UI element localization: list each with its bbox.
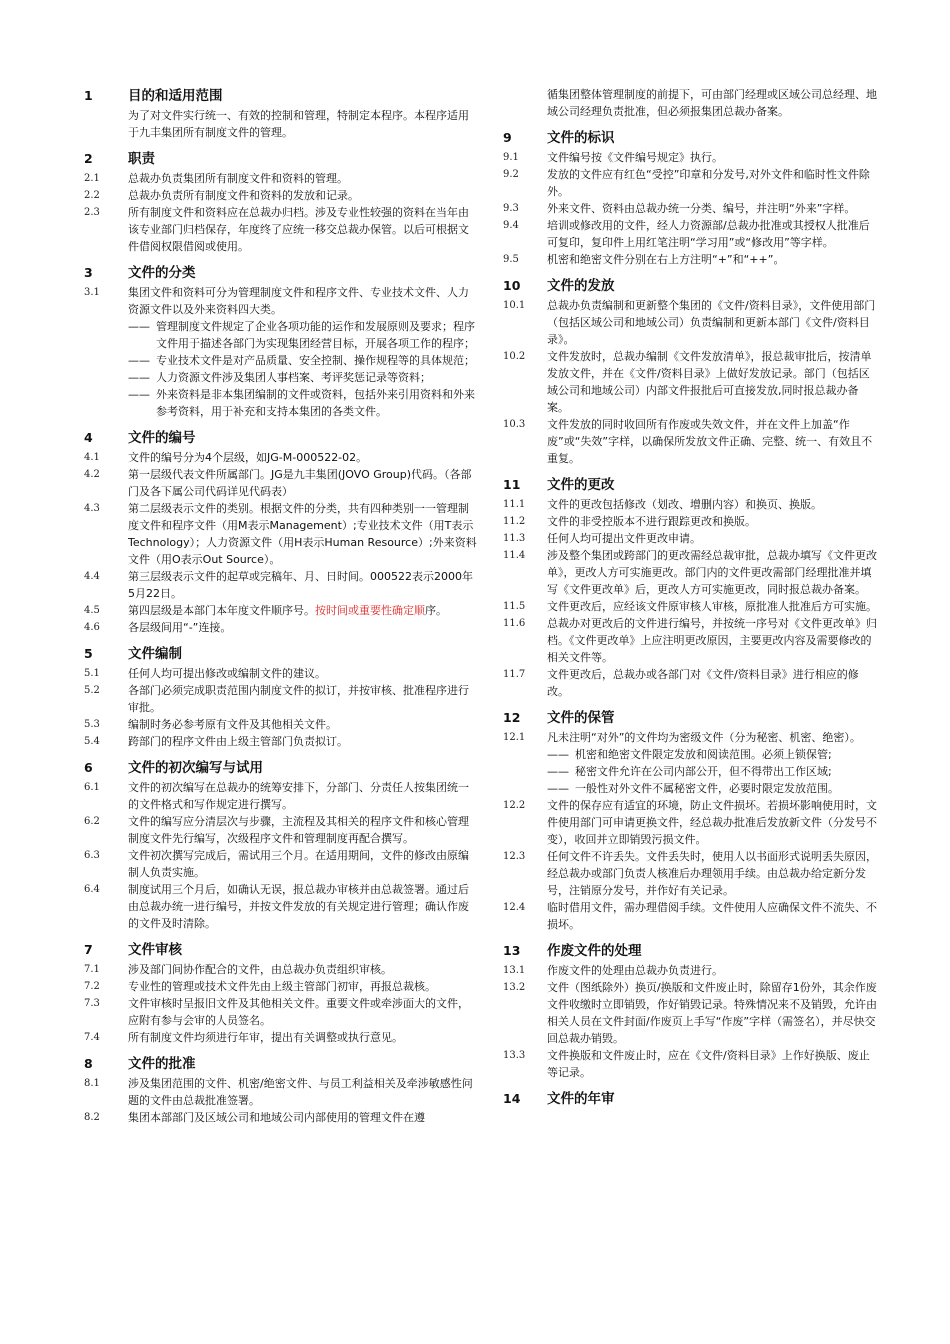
bullet-dash: —— [128, 354, 150, 367]
bullet-dash: —— [128, 388, 150, 401]
section [84, 756, 479, 932]
section [503, 274, 878, 467]
clause-text: 培训或修改用的文件，经人力资源部/总裁办批准或其授权人批准后可复印，复印件上用红笔注明“学习用”或“修改用”等字样。 [547, 219, 870, 249]
clause-number: 8.2 [84, 1112, 100, 1123]
clause-number: 13.3 [503, 1050, 526, 1061]
clause-text: 总裁办负责集团所有制度文件和资料的管理。 [128, 172, 348, 185]
bullet-text: 一般性对外文件不属秘密文件，必要时限定发放范围。 [575, 782, 839, 795]
section-number: 3 [84, 265, 93, 280]
clause-number: 11.5 [503, 601, 526, 612]
clause-number: 7.1 [84, 964, 100, 975]
section-heading [84, 261, 479, 281]
section [503, 939, 878, 1081]
clause [84, 665, 479, 682]
section-heading [503, 1087, 878, 1107]
clause [503, 598, 878, 615]
clause-text: 第三层级表示文件的起草或完稿年、月、日时间。000522表示2000年5月22日。 [128, 570, 473, 600]
clause-number: 11.7 [503, 669, 526, 680]
clause-number: 8.1 [84, 1078, 100, 1089]
clause-text: 文件的更改包括修改（划改、增删内容）和换页、换版。 [547, 498, 822, 511]
bullet-item [503, 763, 878, 780]
clause-text: 第一层级代表文件所属部门。JG是九丰集团(JOVO Group)代码。（各部门及各下属公司代码详见代码表） [128, 468, 472, 498]
section-heading [503, 274, 878, 294]
section-number: 12 [503, 710, 521, 725]
section-number: 6 [84, 760, 93, 775]
clause [84, 1109, 479, 1126]
clause [503, 217, 878, 251]
section-title: 职责 [128, 151, 155, 167]
section-heading [84, 84, 479, 104]
clause-text-main: 第四层级是本部门本年度文件顺序号。 [128, 604, 315, 617]
section-heading [84, 426, 479, 446]
clause-number: 2.3 [84, 207, 100, 218]
clause-number: 11.1 [503, 499, 526, 510]
clause-text: 涉及整个集团或跨部门的更改需经总裁审批，总裁办填写《文件更改单》，更改人方可实施更改。部门内的文件更改需部门经理批准并填写《文件更改单》后，更改人方可实施更改，同时报总裁办备案。 [547, 549, 877, 596]
clause-text: 文件（图纸除外）换页/换版和文件废止时，除留存1份外，其余作废文件收缴时立即销毁，作好销毁记录。特殊情况来不及销毁，允许由相关人员在文件封面/作废页上手写“作废”字样（需签名），并尽快交回总裁办销毁。 [547, 981, 877, 1045]
clause-text: 作废文件的处理由总裁办负责进行。 [547, 964, 723, 977]
section [84, 261, 479, 420]
section [503, 473, 878, 700]
bullet-item [503, 780, 878, 797]
bullet-item [84, 318, 479, 352]
clause-number: 12.4 [503, 902, 526, 913]
clause-text: 文件的编号分为4个层级，如JG-M-000522-02。 [128, 451, 368, 464]
clause [503, 962, 878, 979]
clause [84, 779, 479, 813]
bullet-dash: —— [128, 371, 150, 384]
section-number: 7 [84, 942, 93, 957]
section-heading [84, 147, 479, 167]
clause-text: 任何人均可提出文件更改申请。 [547, 532, 701, 545]
clause-text: 文件的初次编写在总裁办的统筹安排下，分部门、分责任人按集团统一的文件格式和写作规定进行撰写。 [128, 781, 469, 811]
clause-number: 7.3 [84, 998, 100, 1009]
clause-number: 13.2 [503, 982, 526, 993]
section-title: 文件的更改 [547, 477, 615, 493]
clause [84, 568, 479, 602]
clause [503, 416, 878, 467]
clause-text: 发放的文件应有红色“受控”印章和分发号,对外文件和临时性文件除外。 [547, 168, 870, 198]
section-number: 8 [84, 1056, 93, 1071]
clause-number: 9.3 [503, 203, 519, 214]
clause [503, 200, 878, 217]
clause-text: 各层级间用“-”连接。 [128, 621, 232, 634]
clause-text [128, 602, 479, 619]
section-heading [503, 706, 878, 726]
clause-number: 6.4 [84, 884, 100, 895]
section-title: 文件的编号 [128, 430, 196, 446]
section-title: 文件的标识 [547, 130, 615, 146]
clause-text: 文件更改后，总裁办或各部门对《文件/资料目录》进行相应的修改。 [547, 668, 859, 698]
clause [84, 1075, 479, 1109]
clause [84, 813, 479, 847]
clause-number: 9.5 [503, 254, 519, 265]
clause [84, 733, 479, 750]
clause-number: 7.4 [84, 1032, 100, 1043]
clause [503, 729, 878, 746]
clause [84, 682, 479, 716]
clause-number: 4.2 [84, 469, 100, 480]
clause-text: 总裁办负责所有制度文件和资料的发放和记录。 [128, 189, 359, 202]
clause-text: 文件更改后，应经该文件原审核人审核，原批准人批准后方可实施。 [547, 600, 877, 613]
clause-number: 10.2 [503, 351, 526, 362]
clause [503, 530, 878, 547]
clause-text: 涉及部门间协作配合的文件，由总裁办负责组织审核。 [128, 963, 392, 976]
clause-number: 5.1 [84, 668, 100, 679]
clause [84, 619, 479, 636]
clause-number: 2.2 [84, 190, 100, 201]
bullet-item [503, 746, 878, 763]
clause [84, 716, 479, 733]
section-title: 文件的保管 [547, 710, 615, 726]
section-number: 9 [503, 130, 512, 145]
section [84, 147, 479, 255]
section [503, 86, 878, 120]
bullet-text: 机密和绝密文件限定发放和阅读范围。必须上锁保管; [575, 748, 832, 761]
clause [84, 284, 479, 318]
clause-text: 总裁办对更改后的文件进行编号，并按统一序号对《文件更改单》归档。《文件更改单》上应注明更改原因，主要更改内容及需要修改的相关文件等。 [547, 617, 877, 664]
section-number: 5 [84, 646, 93, 661]
clause-number: 5.2 [84, 685, 100, 696]
clause-number: 11.3 [503, 533, 526, 544]
clause-text: 制度试用三个月后，如确认无误，报总裁办审核并由总裁签署。通过后由总裁办统一进行编号，并按文件发放的有关规定进行管理；确认作废的文件及时清除。 [128, 883, 469, 930]
clause-number: 6.1 [84, 782, 100, 793]
bullet-text: 管理制度文件规定了企业各项功能的运作和发展原则及要求；程序文件用于描述各部门为实现集团经营目标，开展各项工作的程序； [156, 320, 475, 350]
bullet-item [84, 369, 479, 386]
section-title: 文件的分类 [128, 265, 196, 281]
clause [84, 978, 479, 995]
section-title: 文件的批准 [128, 1056, 196, 1072]
clause [503, 149, 878, 166]
paragraph: 循集团整体管理制度的前提下，可由部门经理或区域公司总经理、地域公司经理负责批准，但必须报集团总裁办备案。 [547, 88, 877, 118]
clause-number: 4.5 [84, 605, 100, 616]
clause-text: 所有制度文件均须进行年审，提出有关调整或执行意见。 [128, 1031, 403, 1044]
clause-text: 文件初次撰写完成后，需试用三个月。在适用期间，文件的修改由原编制人负责实施。 [128, 849, 469, 879]
clause [503, 615, 878, 666]
clause [503, 496, 878, 513]
clause-number: 6.2 [84, 816, 100, 827]
clause-text: 第二层级表示文件的类别。根据文件的分类，共有四种类别一一管理制度文件和程序文件（用M表示Management）;专业技术文件（用T表示Technology）；人力资源文件（用H表示Human Resource）;外来资料文件（用O表示Out Source）。 [128, 502, 477, 566]
clause [503, 899, 878, 933]
clause [84, 881, 479, 932]
section [503, 1087, 878, 1107]
clause-text: 跨部门的程序文件由上级主管部门负责拟订。 [128, 735, 348, 748]
clause-text: 文件编号按《文件编号规定》执行。 [547, 151, 723, 164]
clause-number: 4.4 [84, 571, 100, 582]
clause-text: 文件发放时，总裁办编制《文件发放清单》，报总裁审批后，按清单发放文件，并在《文件/资料目录》上做好发放记录。部门（包括区域公司和地域公司）内部文件报批后可直接发放,同时报总裁办备案。 [547, 350, 872, 414]
clause [503, 251, 878, 268]
bullet-item [84, 352, 479, 369]
section-heading [503, 939, 878, 959]
clause-number: 4.3 [84, 503, 100, 514]
clause-text: 文件的编写应分清层次与步骤，主流程及其相关的程序文件和核心管理制度文件先行编写，次级程序文件和管理制度再配合撰写。 [128, 815, 469, 845]
section-heading [84, 938, 479, 958]
clause-text: 临时借用文件，需办理借阅手续。文件使用人应确保文件不流失、不损坏。 [547, 901, 877, 931]
clause [503, 666, 878, 700]
paragraph: 为了对文件实行统一、有效的控制和管理，特制定本程序。本程序适用于九丰集团所有制度文件的管理。 [128, 109, 469, 139]
section-heading [84, 756, 479, 776]
section-title: 目的和适用范围 [128, 88, 223, 104]
bullet-text: 人力资源文件涉及集团人事档案、考评奖惩记录等资料； [156, 371, 431, 384]
section-title: 文件的发放 [547, 278, 615, 294]
section [503, 126, 878, 268]
clause-text: 集团文件和资料可分为管理制度文件和程序文件、专业技术文件、人力资源文件以及外来资料四大类。 [128, 286, 469, 316]
clause-text: 集团本部部门及区域公司和地域公司内部使用的管理文件在遵 [128, 1111, 425, 1124]
clause-text: 涉及集团范围的文件、机密/绝密文件、与员工利益相关及牵涉敏感性问题的文件由总裁批准签署。 [128, 1077, 473, 1107]
clause-text: 任何人均可提出修改或编制文件的建议。 [128, 667, 326, 680]
clause [503, 1047, 878, 1081]
section [84, 84, 479, 141]
clause-number: 11.2 [503, 516, 526, 527]
clause-number: 12.2 [503, 800, 526, 811]
section-number: 2 [84, 151, 93, 166]
section-heading [503, 473, 878, 493]
bullet-dash: —— [128, 320, 150, 333]
right-column [503, 86, 878, 1113]
section-title: 文件的初次编写与试用 [128, 760, 263, 776]
clause [503, 979, 878, 1047]
bullet-item [84, 386, 479, 420]
clause-number: 7.2 [84, 981, 100, 992]
clause [84, 1029, 479, 1046]
clause-text: 文件审核时呈报旧文件及其他相关文件。重要文件或牵涉面大的文件，应附有参与会审的人员签名。 [128, 997, 469, 1027]
clause-number: 10.1 [503, 300, 526, 311]
clause [84, 170, 479, 187]
clause [84, 602, 479, 619]
clause-number: 5.4 [84, 736, 100, 747]
clause-text: 凡未注明“对外”的文件均为密级文件（分为秘密、机密、绝密）。 [547, 731, 861, 744]
clause [503, 547, 878, 598]
clause [503, 848, 878, 899]
bullet-dash: —— [547, 748, 569, 761]
bullet-text: 外来资料是非本集团编制的文件或资料，包括外来引用资料和外来参考资料，用于补充和支持本集团的各类文件。 [156, 388, 475, 418]
bullet-text: 秘密文件允许在公司内部公开，但不得带出工作区域; [575, 765, 832, 778]
clause-number: 12.3 [503, 851, 526, 862]
clause-number: 4.6 [84, 622, 100, 633]
bullet-text: 专业技术文件是对产品质量、安全控制、操作规程等的具体规范； [156, 354, 475, 367]
section-number: 4 [84, 430, 93, 445]
red-annotation: 按时间或重要性确定顺 [315, 604, 425, 617]
clause [84, 961, 479, 978]
clause-text: 所有制度文件和资料应在总裁办归档。涉及专业性较强的资料在当年由该专业部门归档保存，年度终了应统一移交总裁办保管。以后可根据文件借阅权限借阅或使用。 [128, 206, 469, 253]
clause-text: 文件发放的同时收回所有作废或失效文件，并在文件上加盖“作废”或“失效”字样，以确保所发放文件正确、完整、统一、有效且不重复。 [547, 418, 873, 465]
clause-number: 11.4 [503, 550, 526, 561]
bullet-dash: —— [547, 782, 569, 795]
clause [84, 847, 479, 881]
clause [503, 513, 878, 530]
section-number: 13 [503, 943, 521, 958]
clause-number: 4.1 [84, 452, 100, 463]
clause-text: 总裁办负责编制和更新整个集团的《文件/资料目录》，文件使用部门（包括区域公司和地域公司）负责编制和更新本部门《文件/资料目录》。 [547, 299, 876, 346]
clause-number: 9.4 [503, 220, 519, 231]
clause-number: 6.3 [84, 850, 100, 861]
section-title: 文件编制 [128, 646, 182, 662]
clause [84, 187, 479, 204]
left-column [84, 84, 479, 1132]
clause-text: 各部门必须完成职责范围内制度文件的拟订，并按审核、批准程序进行审批。 [128, 684, 469, 714]
section-heading [84, 1052, 479, 1072]
clause-text: 文件的非受控版本不进行跟踪更改和换版。 [547, 515, 756, 528]
clause-number: 13.1 [503, 965, 526, 976]
clause [503, 166, 878, 200]
clause [84, 449, 479, 466]
clause-number: 9.1 [503, 152, 519, 163]
clause [503, 297, 878, 348]
clause [84, 466, 479, 500]
clause-text-tail: 序。 [425, 604, 447, 617]
clause-text: 外来文件、资料由总裁办统一分类、编号，并注明“外来”字样。 [547, 202, 856, 215]
clause-text: 文件的保存应有适宜的环境，防止文件损坏。若损坏影响使用时，文件使用部门可申请更换文件，经总裁办批准后发放新文件（分发号不变），收回并立即销毁污损文件。 [547, 799, 877, 846]
clause [84, 995, 479, 1029]
clause-text: 机密和绝密文件分别在右上方注明“+”和“++”。 [547, 253, 785, 266]
clause-number: 5.3 [84, 719, 100, 730]
section-number: 14 [503, 1091, 521, 1106]
section [84, 1052, 479, 1126]
clause [503, 348, 878, 416]
section-title: 作废文件的处理 [547, 943, 642, 959]
clause [84, 204, 479, 255]
section [84, 938, 479, 1046]
section [84, 426, 479, 636]
section-heading [84, 642, 479, 662]
section-title: 文件的年审 [547, 1091, 615, 1107]
clause-number: 3.1 [84, 287, 100, 298]
section-number: 11 [503, 477, 521, 492]
clause-text: 文件换版和文件废止时，应在《文件/资料目录》上作好换版、废止等记录。 [547, 1049, 870, 1079]
section-title: 文件审核 [128, 942, 182, 958]
clause [84, 500, 479, 568]
clause-text: 专业性的管理或技术文件先由上级主管部门初审，再报总裁核。 [128, 980, 436, 993]
clause-number: 9.2 [503, 169, 519, 180]
clause [503, 797, 878, 848]
clause-number: 2.1 [84, 173, 100, 184]
section [503, 706, 878, 933]
clause-number: 12.1 [503, 732, 526, 743]
clause-text: 编制时务必参考原有文件及其他相关文件。 [128, 718, 337, 731]
bullet-dash: —— [547, 765, 569, 778]
section-number: 1 [84, 88, 93, 103]
section [84, 642, 479, 750]
clause-number: 11.6 [503, 618, 526, 629]
clause-text: 任何文件不许丢失。文件丢失时，使用人以书面形式说明丢失原因，经总裁办或部门负责人核准后办理领用手续。由总裁办给定新分发号，注销原分发号，并作好有关记录。 [547, 850, 877, 897]
clause-number: 10.3 [503, 419, 526, 430]
section-number: 10 [503, 278, 521, 293]
section-heading [503, 126, 878, 146]
